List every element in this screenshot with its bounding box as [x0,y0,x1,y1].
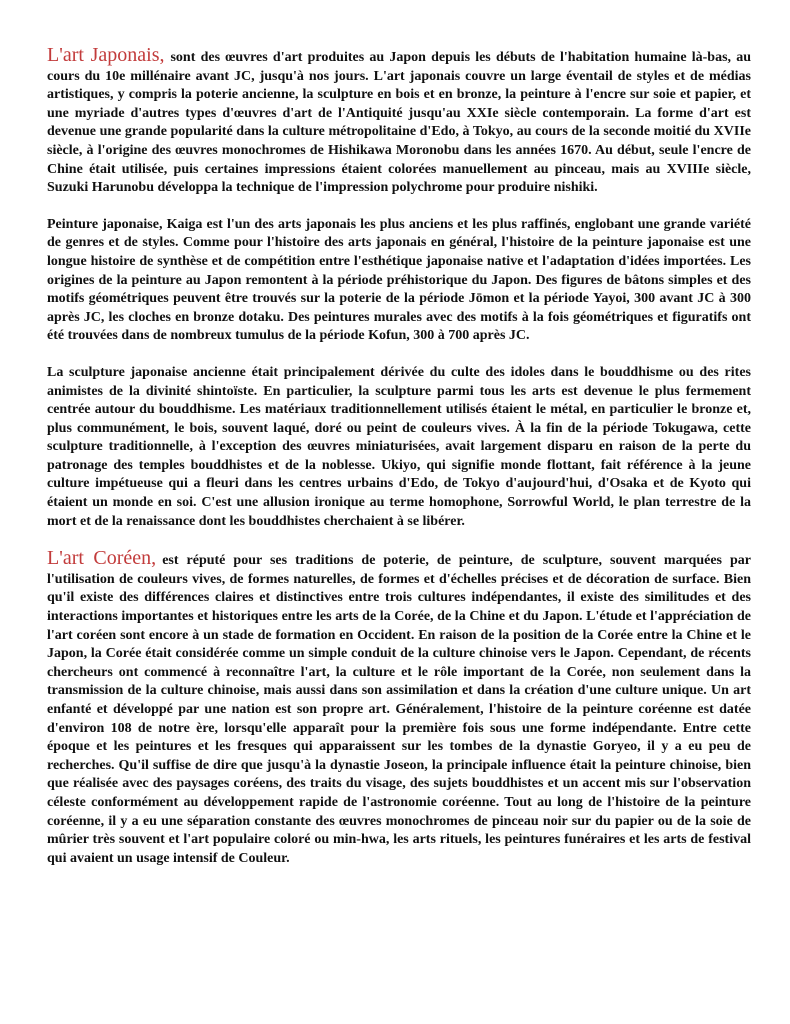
document-page [47,46,751,886]
japan-sculpture-paragraph: La sculpture japonaise ancienne était principalement dérivée du culte des idoles dans le bouddhisme ou des rites animistes de la divinité shintoïste. En particulier, la sculpture parmi tous les arts est devenue le plus fermement centrée autour du bouddhisme. Les matériaux traditionnellement utilisés étaient le métal, en particulier le bronze et, plus communément, le bois, souvent laqué, doré ou peint de couleurs vives. À la fin de la période Tokugawa, cette sculpture traditionnelle, à l'exception des œuvres miniaturisées, avait largement disparu en raison de la perte du patronage des temples bouddhistes et de la noblesse. Ukiyo, qui signifie monde flottant, fait référence à la jeune culture impétueuse qui a fleuri dans les centres urbains d'Edo, de Tokyo d'aujourd'hui, d'Osaka et de Kyoto qui étaient un monde en soi. C'est une allusion ironique au terme homophone, Sorrowful World, le plan terrestre de la mort et de la renaissance dont les bouddhistes cherchaient à se libérer. [47,364,751,529]
japan-intro-paragraph [47,46,751,198]
korea-paragraph [47,549,751,868]
korea-heading: L'art Coréen, [47,547,157,570]
korea-text: est réputé pour ses traditions de poterie, de peinture, de sculpture, souvent marquées par l'utilisation de couleurs vives, de formes naturelles, de formes et d'échelles précises et de décoration de surface. Bien qu'il existe des différences claires et distinctives entre trois cultures indépendantes, il existe des similitudes et des interactions importantes et historiques entre les arts de la Corée, de la Chine et du Japon. L'étude et l'appréciation de l'art coréen sont encore à un stade de formation en Occident. En raison de la position de la Corée entre la Chine et le Japon, la Corée était considérée comme un simple conduit de la culture chinoise vers le Japon. Cependant, de récents chercheurs ont commencé à reconnaître l'art, la culture et le rôle important de la Corée, non seulement dans la transmission de la culture chinoise, mais aussi dans son assimilation et dans la création d'une culture unique. Un art enfanté et développé par une nation est son propre art. Généralement, l'histoire de la peinture coréenne est datée d'environ 108 de notre ère, lorsqu'elle apparaît pour la première fois sous une forme indépendante. Entre cette époque et les peintures et les fresques qui apparaissent sur les tombes de la dynastie Goryeo, il y a eu peu de recherches. Qu'il suffise de dire que jusqu'à la dynastie Joseon, la principale influence était la peinture chinoise, bien que réalisée avec des paysages coréens, des traits du visage, des sujets bouddhistes et un accent mis sur l'observation céleste conformément au développement rapide de l'astronomie coréenne. Tout au long de l'histoire de la peinture coréenne, il y a eu une séparation constante des œuvres monochromes de pinceau noir sur du papier ou de la soie de mûrier très souvent et l'art populaire coloré ou min-hwa, les arts rituels, les peintures funéraires et les arts de festival qui avaient un usage intensif de Couleur. [47,553,751,866]
japan-heading: L'art Japonais, [47,44,165,66]
japan-painting-paragraph: Peinture japonaise, Kaiga est l'un des arts japonais les plus anciens et les plus raffinés, englobant une grande variété de genres et de styles. Comme pour l'histoire des arts japonais en général, l'histoire de la peinture japonaise est une longue histoire de synthèse et de compétition entre l'esthétique japonaise native et l'adaptation d'idées importées. Les origines de la peinture au Japon remontent à la période préhistorique du Japon. Des figures de bâtons simples et des motifs géométriques peuvent être trouvés sur la poterie de la période Jōmon et la période Yayoi, 300 avant JC à 300 après JC, les cloches en bronze dotaku. Des peintures murales avec des motifs à la fois géométriques et figuratifs ont été trouvées dans de nombreux tumulus de la période Kofun, 300 à 700 après JC. [47,216,751,344]
japan-intro-text: sont des œuvres d'art produites au Japon depuis les débuts de l'habitation humaine là-bas, au cours du 10e millénaire avant JC, jusqu'à nos jours. L'art japonais couvre un large éventail de styles et de médias artistiques, y compris la poterie ancienne, la sculpture en bois et en bronze, la peinture à l'encre sur soie et papier, et une myriade d'autres types d'œuvres d'art de l'Antiquité jusqu'au XXIe siècle contemporain. La forme d'art est devenue une grande popularité dans la culture métropolitaine d'Edo, à Tokyo, au cours de la seconde moitié du XVIIe siècle, à l'origine des œuvres monochromes de Hishikawa Moronobu dans les années 1670. Au début, seule l'encre de Chine était utilisée, puis certaines impressions étaient colorées manuellement au pinceau, mais au XVIIIe siècle, Suzuki Harunobu développa la technique de l'impression polychrome pour produire nishiki. [47,50,751,196]
